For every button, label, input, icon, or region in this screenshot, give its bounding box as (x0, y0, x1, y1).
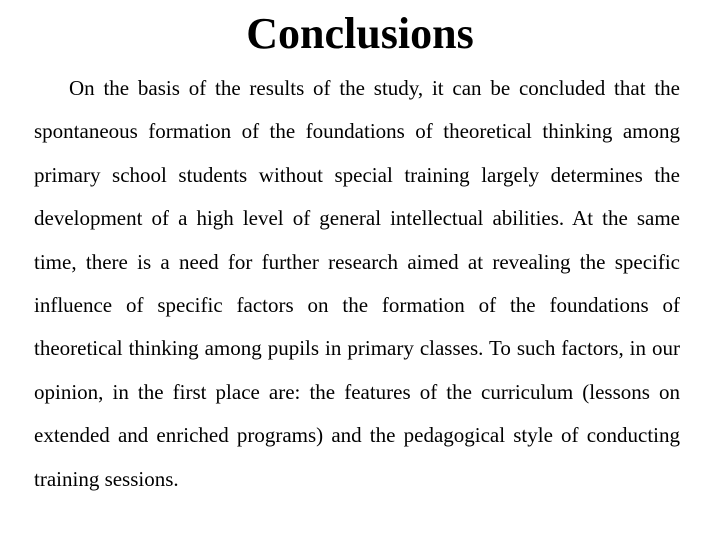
slide-title: Conclusions (246, 9, 474, 58)
conclusions-paragraph: On the basis of the results of the study, it can be concluded that the spontaneous formation of the foundations of theoretical thinking among primary school students without special training largely determines the development of a high level of general intellectual abilities. At the same time, there is a need for further research aimed at revealing the specific influence of specific factors on the formation of the foundations of theoretical thinking among pupils in primary classes. To such factors, in our opinion, in the first place are: the features of the curriculum (lessons on extended and enriched programs) and the pedagogical style of conducting training sessions. (34, 76, 680, 491)
